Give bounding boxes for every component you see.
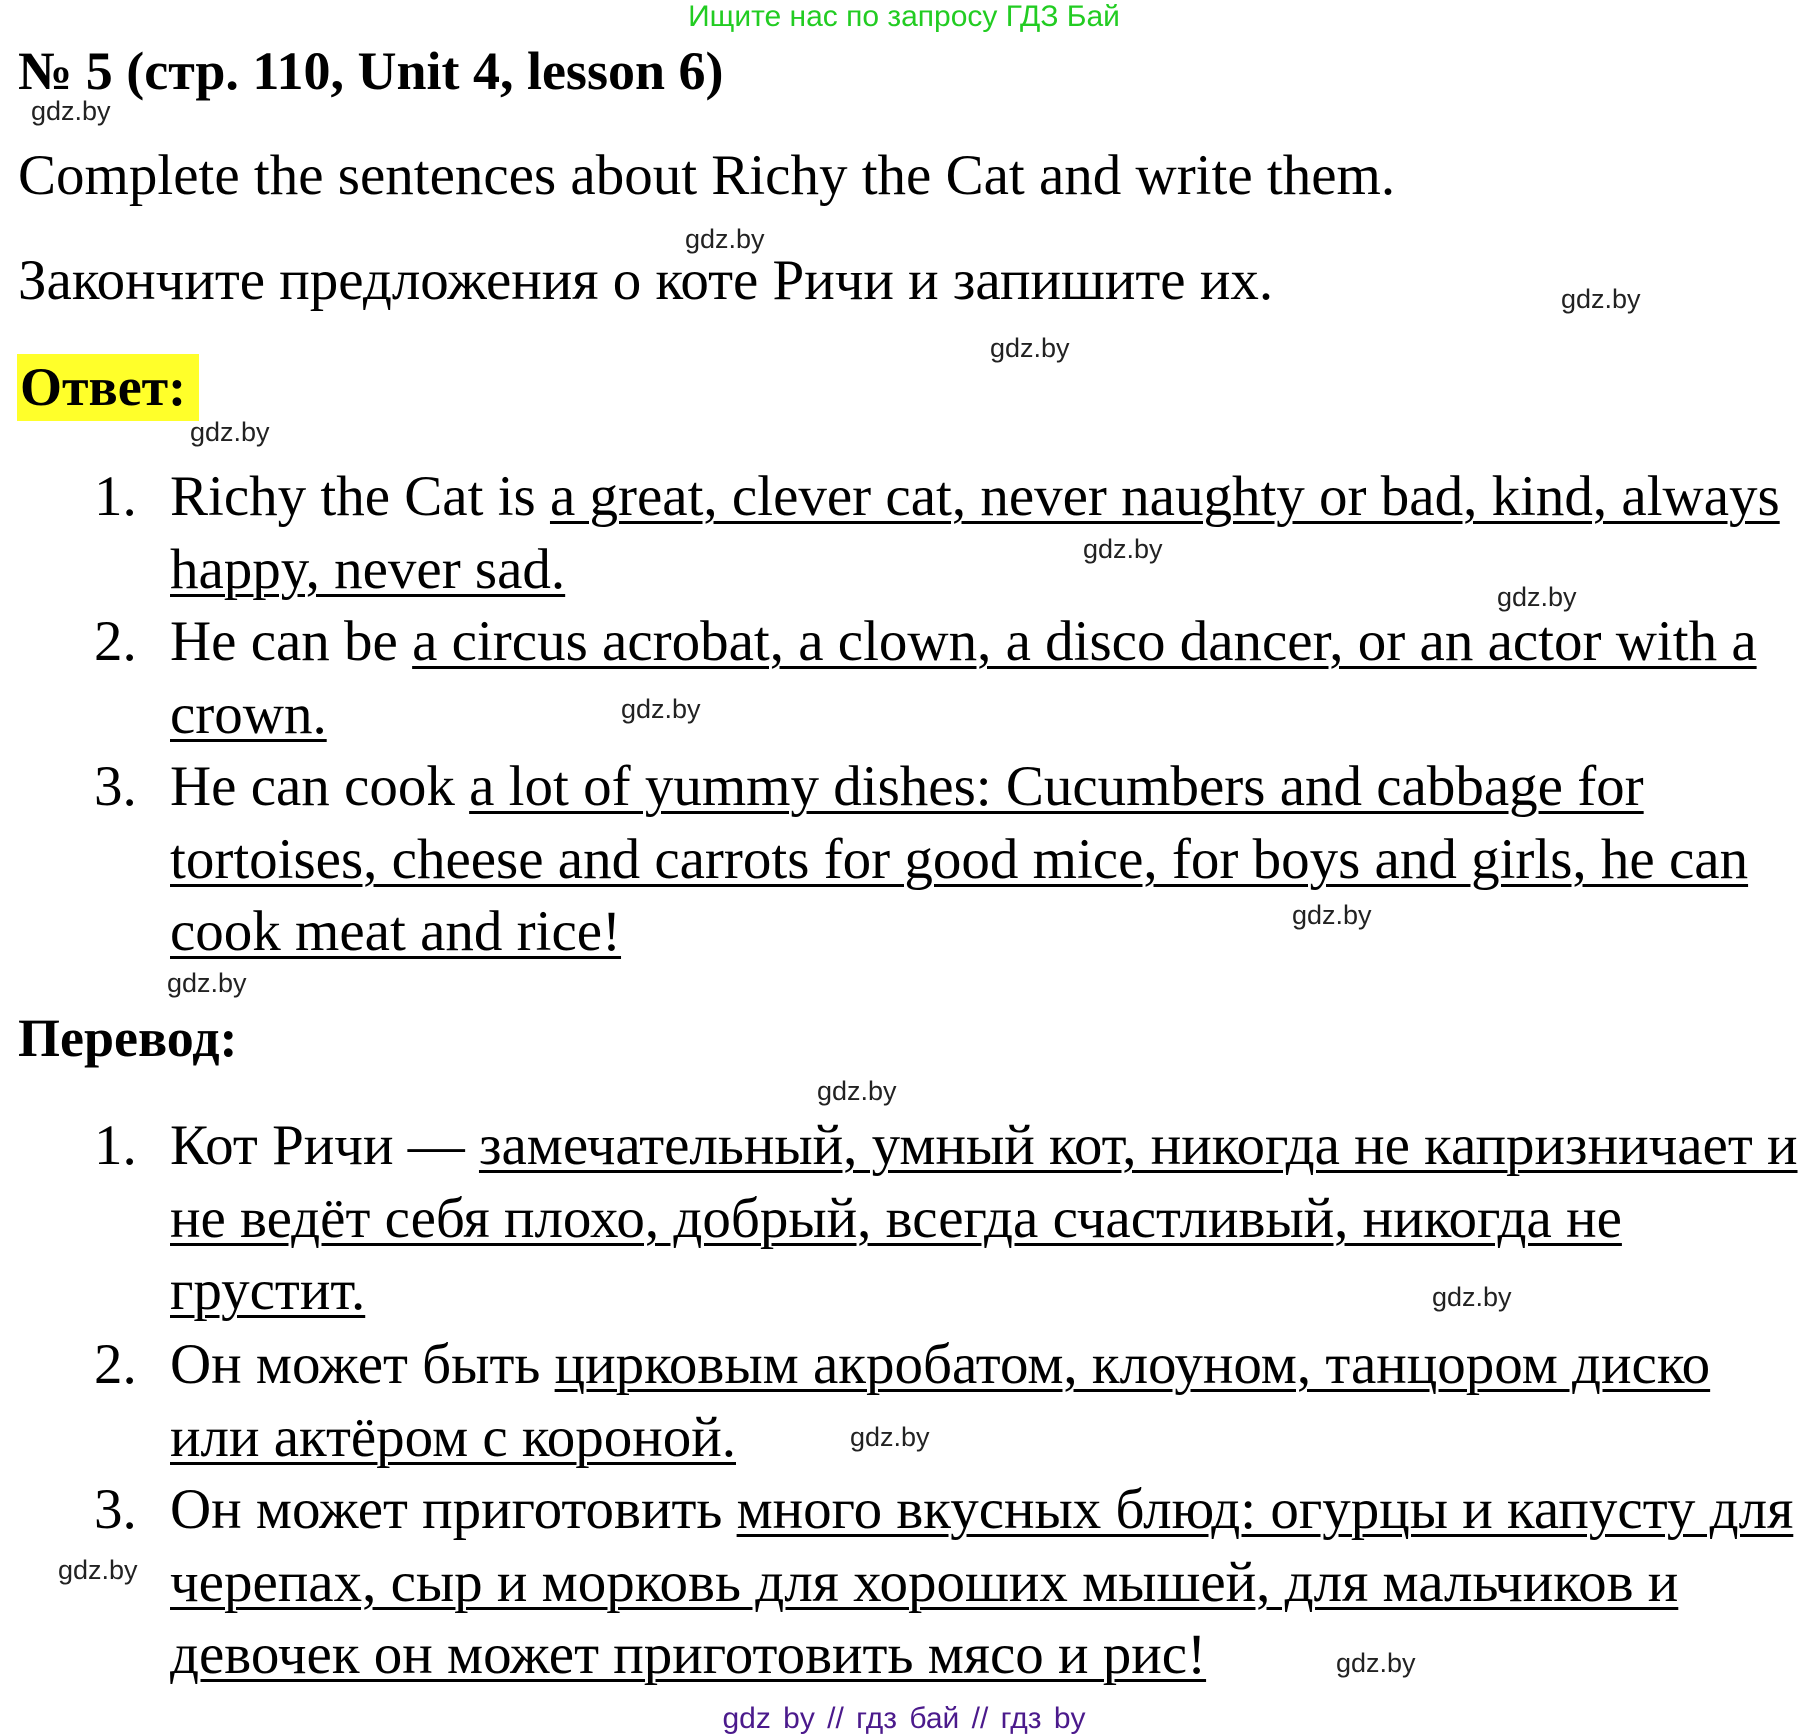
translation-item (94, 1329, 1800, 1474)
sentence-prefix: Кот Ричи — (170, 1114, 479, 1177)
item-number: 1. (94, 465, 137, 528)
sentence-answer: a lot of yummy dishes: Cucumbers and cabbage for tortoises, cheese and carrots for good mice, for boys and girls, he can cook meat and rice! (170, 755, 1749, 964)
item-number: 1. (94, 1114, 137, 1177)
answer-heading: Ответ: (20, 357, 187, 417)
sentence-answer: a circus acrobat, a clown, a disco dancer, or an actor with a crown. (170, 610, 1757, 746)
footer-links[interactable]: gdz by // гдз бай // гдз by (722, 1702, 1086, 1735)
sentence-prefix: He can be (170, 610, 413, 673)
watermark: gdz.by (817, 1076, 897, 1106)
answer-heading-highlight (17, 354, 199, 421)
sentence-prefix: Он может быть (170, 1333, 555, 1396)
sentence-prefix: Richy the Cat is (170, 465, 550, 528)
task-english: Complete the sentences about Richy the Cat and write them. (18, 144, 1396, 207)
answer-item (94, 606, 1800, 751)
sentence-prefix: He can cook (170, 755, 470, 818)
watermark: gdz.by (1497, 582, 1577, 612)
task-russian: Закончите предложения о коте Ричи и запишите их. (18, 249, 1274, 312)
watermark: gdz.by (167, 968, 247, 998)
watermark: gdz.by (1083, 534, 1163, 564)
watermark: gdz.by (1292, 900, 1372, 930)
sentence-answer: много вкусных блюд: огурцы и капусту для черепах, сыр и морковь для хороших мышей, для мальчиков и девочек он может приготовить мясо и рис! (170, 1478, 1794, 1687)
translation-heading: Перевод: (18, 1008, 238, 1068)
watermark: gdz.by (190, 417, 270, 447)
item-number: 3. (94, 755, 137, 818)
watermark: gdz.by (850, 1422, 930, 1452)
watermark: gdz.by (1336, 1648, 1416, 1678)
sentence-answer: цирковым акробатом, клоуном, танцором диско или актёром с короной. (170, 1333, 1711, 1469)
exercise-title: № 5 (стр. 110, Unit 4, lesson 6) (18, 41, 724, 101)
sentence-answer: a great, clever cat, never naughty or bad, kind, always happy, never sad. (170, 465, 1780, 601)
search-banner[interactable]: Ищите нас по запросу ГДЗ Бай (688, 0, 1120, 33)
sentence-prefix: Он может приготовить (170, 1478, 737, 1541)
watermark: gdz.by (1561, 284, 1641, 314)
watermark: gdz.by (990, 333, 1070, 363)
watermark: gdz.by (685, 224, 765, 254)
item-number: 2. (94, 610, 137, 673)
answer-item (94, 751, 1800, 969)
translation-item (94, 1110, 1800, 1328)
watermark: gdz.by (1432, 1282, 1512, 1312)
sentence-answer: замечательный, умный кот, никогда не капризничает и не ведёт себя плохо, добрый, всегда счастливый, никогда не грустит. (170, 1114, 1798, 1323)
watermark: gdz.by (58, 1555, 138, 1585)
watermark: gdz.by (621, 694, 701, 724)
watermark: gdz.by (31, 96, 111, 126)
item-number: 2. (94, 1333, 137, 1396)
item-number: 3. (94, 1478, 137, 1541)
